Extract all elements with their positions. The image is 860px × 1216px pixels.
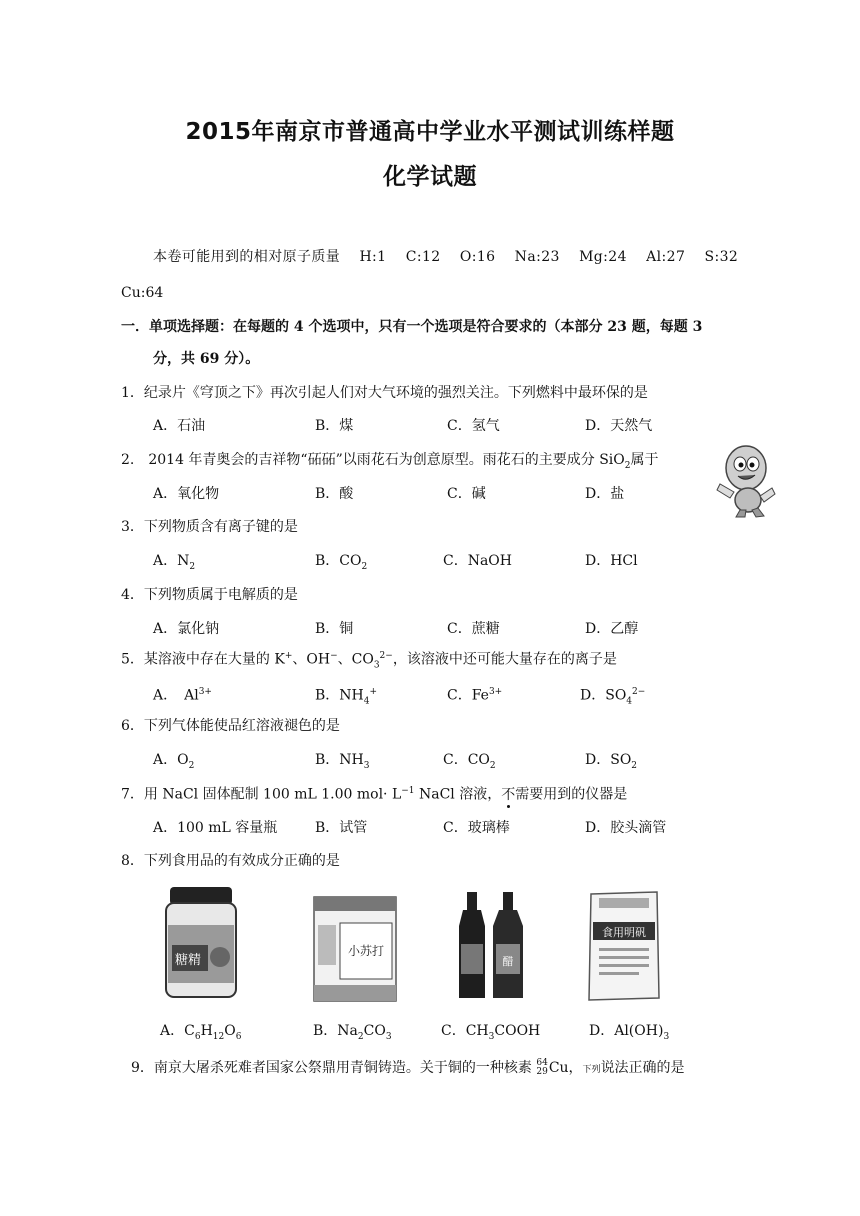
q6-option-a: A．$O_2$ (153, 752, 195, 771)
atomic-masses-line2: Cu:64 (121, 285, 164, 301)
q2-option-c: C．碱 (447, 486, 486, 502)
q2-option-b: B．酸 (315, 486, 354, 502)
question-2-stem: 2. 2014 年青奥会的吉祥物“砳砳”以雨花石为创意原型。雨花石的主要成分 SiO$_2$属于 (121, 452, 659, 471)
section-heading-line2: 分，共 69 分）。 (153, 351, 260, 367)
bag-label-text: 食用明矾 (602, 926, 646, 939)
q2-option-a: A．氧化物 (153, 486, 220, 502)
q8-option-b: B．$Na_2CO_3$ (313, 1023, 392, 1042)
question-7-stem: 7．用 NaCl 固体配制 100 mL 1.00 $mol\cdot L^{-1}$ NaCl 溶液，不需要用到的仪器是 (121, 786, 628, 803)
nuclide-notation: 64 29 (536, 1058, 548, 1077)
q2-option-d: D．盐 (585, 486, 625, 502)
atomic-masses-line1: 本卷可能用到的相对原子质量 H:1 C:12 O:16 Na:23 Mg:24 Al:27 S:32 (153, 249, 739, 265)
question-8-stem: 8．下列食用品的有效成分正确的是 (121, 853, 340, 869)
q5-option-a: A． $Al^{3+}$ (153, 687, 212, 704)
q4-option-c: C．蔗糖 (447, 621, 500, 637)
q1-option-d: D．天然气 (585, 418, 653, 434)
q7-option-c: C．玻璃棒 (443, 820, 510, 836)
question-3-stem: 3．下列物质含有离子键的是 (121, 519, 298, 535)
q8-option-a: A．$C_6H_{12}O_6$ (160, 1023, 242, 1042)
question-9-stem: 9．南京大屠杀死难者国家公祭鼎用青铜铸造。关于铜的一种核素 64 29Cu，下列说法正确的是 (131, 1058, 685, 1077)
bottle-label-text: 醋 (502, 955, 514, 968)
q7-option-d: D．胶头滴管 (585, 820, 667, 836)
alum-bag-photo (585, 888, 663, 1002)
q6-option-b: B．$NH_3$ (315, 752, 370, 771)
q7-option-a: A．100 mL 容量瓶 (153, 820, 278, 836)
section-heading-line1: 一．单项选择题：在每题的 4 个选项中，只有一个选项是符合要求的（本部分 23 题，每题 3 (121, 319, 703, 335)
question-6-stem: 6．下列气体能使品红溶液褪色的是 (121, 718, 340, 734)
q4-option-a: A．氯化钠 (153, 621, 220, 637)
question-1-stem: 1．纪录片《穹顶之下》再次引起人们对大气环境的强烈关注。下列燃料中最环保的是 (121, 385, 648, 401)
packet-label-text: 小苏打 (347, 944, 385, 958)
q8-option-d: D．$Al(OH)_3$ (589, 1023, 670, 1042)
q3-option-c: C．NaOH (443, 553, 512, 569)
page-subtitle: 化学试题 (383, 164, 477, 190)
page-title: 2015年南京市普通高中学业水平测试训练样题 (185, 119, 675, 145)
q1-option-a: A．石油 (153, 418, 206, 434)
q6-option-d: D．$SO_2$ (585, 752, 638, 771)
saccharin-jar-photo (160, 885, 242, 1000)
vinegar-bottles-photo (453, 890, 531, 1002)
question-5-stem: 5．某溶液中存在大量的 K+、OH−、$CO_3^{2-}$，该溶液中还可能大量存在的离子是 (121, 651, 617, 671)
q5-option-b: B．$NH_4^+$ (315, 687, 378, 707)
baking-soda-packet-photo (312, 895, 398, 1003)
q4-option-d: D．乙醇 (585, 621, 639, 637)
jar-label-text: 糖精 (174, 953, 202, 968)
q1-option-b: B．煤 (315, 418, 354, 434)
q8-option-c: C．$CH_3COOH$ (441, 1023, 541, 1042)
q3-option-b: B．$CO_2$ (315, 553, 368, 572)
q7-option-b: B．试管 (315, 820, 368, 836)
q3-option-a: A．$N_2$ (153, 553, 196, 572)
question-4-stem: 4．下列物质属于电解质的是 (121, 587, 298, 603)
mascot-illustration (712, 440, 778, 518)
q1-option-c: C．氢气 (447, 418, 500, 434)
q4-option-b: B．铜 (315, 621, 354, 637)
q3-option-d: D．HCl (585, 553, 638, 569)
emphasis-not: 不 (501, 786, 516, 803)
q6-option-c: C．$CO_2$ (443, 752, 496, 771)
q5-option-d: D．$SO_4^{2-}$ (580, 687, 646, 707)
q5-option-c: C．$Fe^{3+}$ (447, 687, 503, 704)
